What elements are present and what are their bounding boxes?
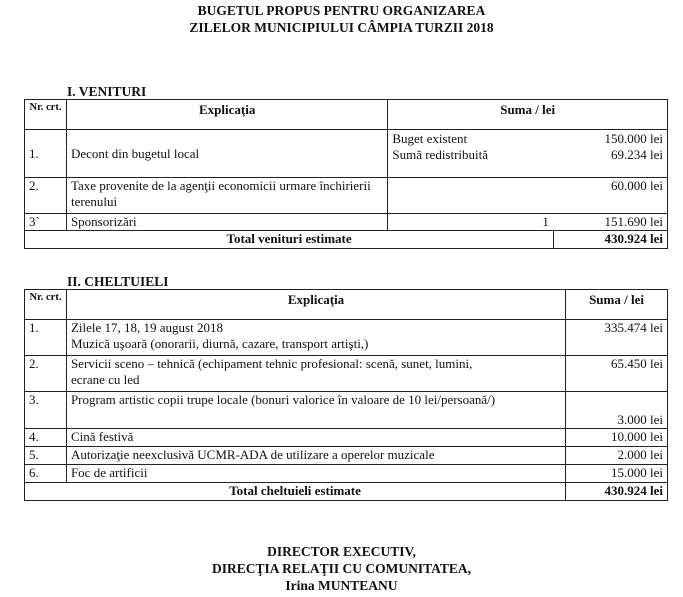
header-explicatie: Explicaţia (66, 290, 565, 320)
row-nr: 3. (25, 392, 67, 429)
row-value-cell (388, 214, 668, 231)
row-explicatie: Cină festivă (66, 429, 565, 447)
table-row (25, 465, 668, 483)
table-row (25, 356, 668, 392)
row-nr: 5. (25, 447, 67, 465)
venituri-header-row (25, 100, 668, 130)
row-explicatie: Autorizaţie neexclusivă UCMR-ADA de utilizare a operelor muzicale (66, 447, 565, 465)
total-row (25, 483, 668, 501)
sub-value-suma-redistribuita: 69.234 lei (611, 147, 663, 162)
table-row (25, 447, 668, 465)
signature-department: DIRECŢIA RELAŢII CU COMUNITATEA, (211, 561, 472, 576)
row-explicatie: Decont din bugetul local (66, 130, 387, 178)
row-explicatie-line-2: ecrane cu led (70, 372, 140, 387)
table-row (25, 429, 668, 447)
table-row (25, 130, 668, 178)
row-value: 3.000 lei (566, 392, 668, 429)
row-value: 65.450 lei (566, 356, 668, 392)
row-sub-labels (388, 130, 554, 178)
total-row (25, 231, 668, 249)
signature-name: Irina MUNTEANU (285, 578, 398, 593)
cheltuieli-header-row (25, 290, 668, 320)
table-row (25, 214, 668, 231)
signature-title: DIRECTOR EXECUTIV, (267, 544, 416, 559)
row-explicatie: Foc de artificii (66, 465, 565, 483)
total-label: Total cheltuieli estimate (25, 483, 566, 501)
row-value: 10.000 lei (566, 429, 668, 447)
sub-label-buget-existent: Buget existent (392, 131, 468, 146)
header-explicatie: Explicaţia (66, 100, 387, 130)
section-heading-cheltuieli: II. CHELTUIELI (67, 274, 169, 289)
row-value: 2.000 lei (566, 447, 668, 465)
row-nr: 2. (25, 178, 67, 214)
row-nr: 6. (25, 465, 67, 483)
header-nr-crt: Nr. crt. (25, 100, 67, 130)
row-explicatie-line-2: Muzică uşoară (onorarii, diurnă, cazare, transport artişti,) (70, 336, 369, 351)
row-explicatie: Taxe provenite de la agenţii economicii urmare închirierii terenului (66, 178, 387, 214)
table-row (25, 178, 668, 214)
row-nr: 4. (25, 429, 67, 447)
document-title-line-1: BUGETUL PROPUS PENTRU ORGANIZAREA (197, 3, 486, 18)
section-heading-venituri: I. VENITURI (67, 84, 147, 99)
sub-label-suma-redistribuita: Sumă redistribuită (392, 147, 489, 162)
row-value: 151.690 lei (604, 214, 663, 229)
header-suma: Suma / lei (388, 100, 668, 130)
row-explicatie (66, 356, 565, 392)
row-nr: 3` (25, 214, 67, 231)
row-value: 60.000 lei (388, 178, 668, 214)
row-value: 335.474 lei (566, 320, 668, 356)
header-suma: Suma / lei (566, 290, 668, 320)
table-row (25, 392, 668, 429)
total-label: Total venituri estimate (25, 231, 554, 249)
document-title-line-2: ZILELOR MUNICIPIULUI CÂMPIA TURZII 2018 (189, 20, 494, 35)
total-value: 430.924 lei (566, 483, 668, 501)
row-marker: 1 (542, 214, 549, 229)
header-nr-crt: Nr. crt. (25, 290, 67, 320)
row-explicatie: Program artistic copii trupe locale (bonuri valorice în valoare de 10 lei/persoană/) (66, 392, 565, 429)
row-nr: 1. (25, 130, 67, 178)
table-row (25, 320, 668, 356)
row-explicatie (66, 320, 565, 356)
sub-value-buget-existent: 150.000 lei (604, 131, 663, 146)
row-nr: 1. (25, 320, 67, 356)
row-explicatie-line-1: Zilele 17, 18, 19 august 2018 (70, 320, 223, 335)
row-explicatie-line-1: Servicii sceno – tehnică (echipament tehnic profesional: scenă, sunet, lumini, (70, 356, 473, 371)
row-value: 15.000 lei (566, 465, 668, 483)
venituri-table (24, 99, 668, 249)
total-value: 430.924 lei (554, 231, 668, 249)
cheltuieli-table (24, 289, 668, 501)
row-nr: 2. (25, 356, 67, 392)
row-sub-values (554, 130, 668, 178)
row-explicatie: Sponsorizări (66, 214, 387, 231)
